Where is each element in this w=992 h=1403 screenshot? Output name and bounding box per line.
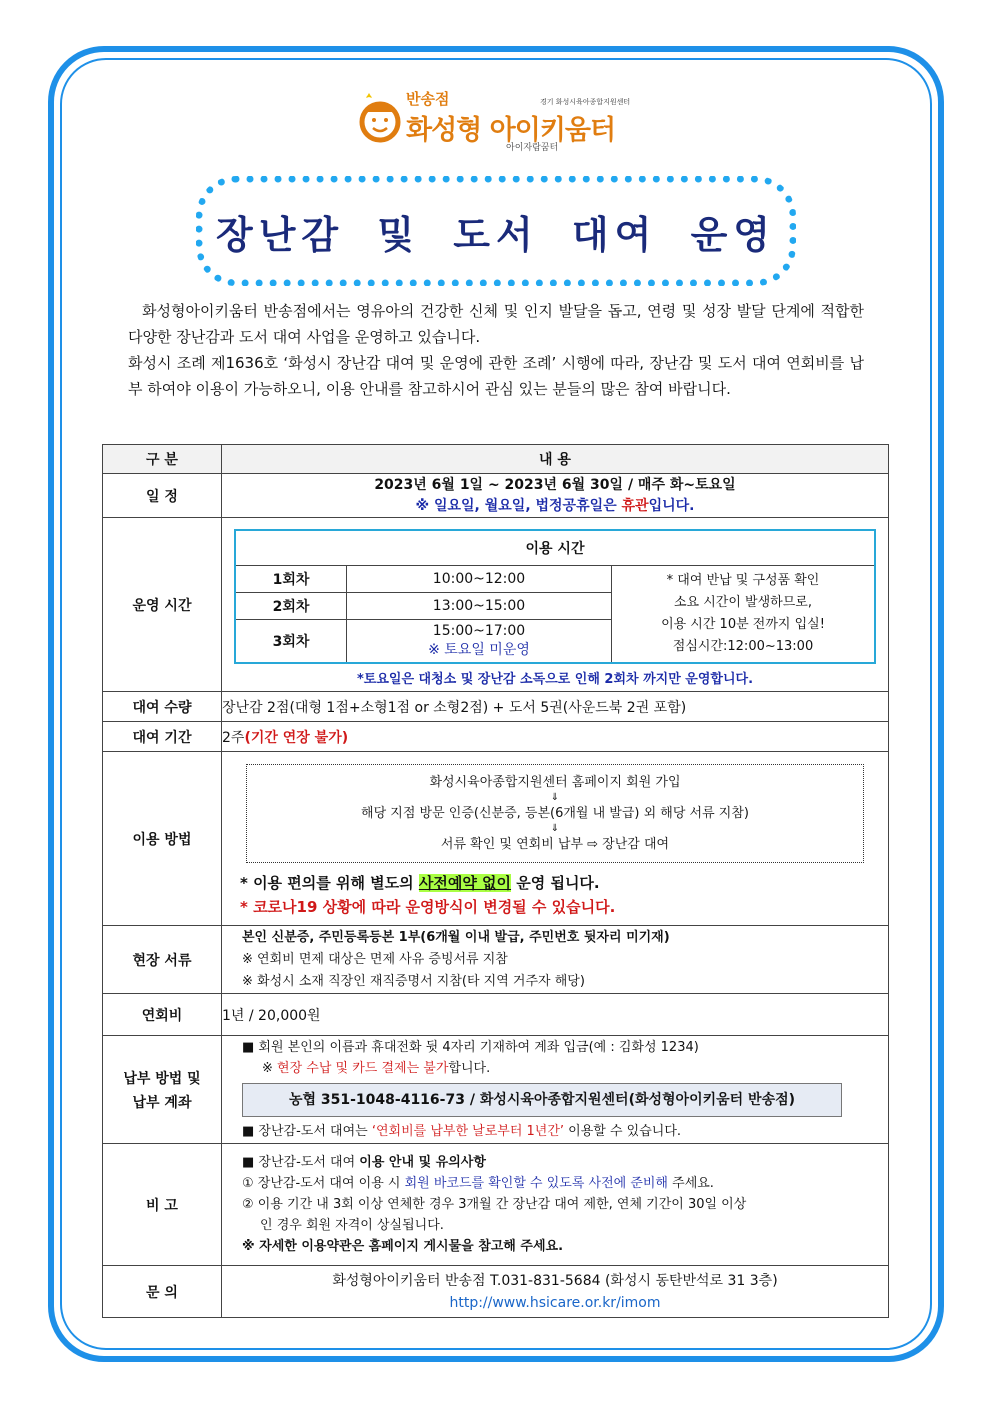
child-face-icon bbox=[356, 92, 404, 148]
row-period bbox=[103, 722, 889, 752]
saturday-note: *토요일은 대청소 및 장난감 소독으로 인해 2회차 까지만 운영합니다. bbox=[356, 671, 754, 687]
schedule-closed-note: ※ 일요일, 월요일, 법정공휴일은 휴관입니다. bbox=[415, 497, 695, 514]
label-period: 대여 기간 bbox=[103, 722, 222, 752]
row-documents bbox=[103, 926, 889, 994]
method-note-reservation: * 이용 편의를 위해 별도의 사전예약 없이 운영 됩니다. bbox=[240, 874, 600, 892]
row-quantity bbox=[103, 692, 889, 722]
session-2-time: 13:00~15:00 bbox=[347, 592, 612, 619]
row-method bbox=[103, 752, 889, 926]
page-title: 장난감 및 도서 대여 운영 bbox=[216, 212, 776, 257]
contact-info: 화성형아이키움터 반송점 T.031-831-5684 (화성시 동탄반석로 31 3층) bbox=[332, 1272, 778, 1289]
logo-org: 경기 화성시육아종합지원센터 bbox=[540, 98, 631, 106]
logo bbox=[356, 86, 656, 156]
label-documents: 현장 서류 bbox=[103, 926, 222, 994]
intro-paragraph-1: 화성형아이키움터 반송점에서는 영유아의 건강한 신체 및 인지 발달을 돕고, 연령 및 성장 발달 단계에 적합한 다양한 장난감과 도서 대여 사업을 운영하고 있습니다. bbox=[128, 302, 864, 346]
account-box: 농협 351-1048-4116-73 / 화성시육아종합지원센터(화성형아이키움터 반송점) bbox=[242, 1083, 842, 1117]
label-contact: 문 의 bbox=[103, 1266, 222, 1318]
method-note-covid: * 코로나19 상황에 따라 운영방식이 변경될 수 있습니다. bbox=[240, 898, 616, 916]
content-fee: 1년 / 20,000원 bbox=[222, 994, 889, 1036]
row-contact bbox=[103, 1266, 889, 1318]
hours-table bbox=[234, 529, 876, 664]
session-1-name: 1회차 bbox=[235, 565, 347, 592]
row-hours bbox=[103, 518, 889, 692]
session-2-name: 2회차 bbox=[235, 592, 347, 619]
hours-notice: * 대여 반납 및 구성품 확인 소요 시간이 발생하므로, 이용 시간 10분 전까지 입실! 점심시간:12:00~13:00 bbox=[612, 565, 876, 663]
info-table bbox=[102, 444, 889, 1318]
method-flow: 화성시육아종합지원센터 홈페이지 회원 가입 ⇓ 해당 지점 방문 인증(신분증, 등본(6개월 내 발급) 외 해당 서류 지참) ⇓ 서류 확인 및 연회비 납부 ⇨ 장난감 대여 bbox=[246, 764, 864, 863]
content-schedule bbox=[222, 474, 889, 518]
row-schedule bbox=[103, 474, 889, 518]
content-method bbox=[222, 752, 889, 926]
content-contact bbox=[222, 1266, 889, 1318]
content-remarks: ■ 장난감-도서 대여 이용 안내 및 유의사항 ① 장난감-도서 대여 이용 시 회원 바코드를 확인할 수 있도록 사전에 준비해 주세요. ② 이용 기간 내 3회 이상 연체한 경우 3개월 간 장난감 대여 제한, 연체 기간이 30일 이상 인 경우 회원 자격이 상실됩니다. ※ 자세한 이용약관은 홈페이지 게시물을 참고해 주세요. bbox=[222, 1144, 889, 1266]
table-header-row bbox=[103, 445, 889, 474]
label-quantity: 대여 수량 bbox=[103, 692, 222, 722]
label-schedule: 일 정 bbox=[103, 474, 222, 518]
intro-paragraph-2: 화성시 조례 제1636호 ‘화성시 장난감 대여 및 운영에 관한 조례’ 시행에 따라, 장난감 및 도서 대여 연회비를 납부 하여야 이용이 가능하오니, 이용 안내를 참고하시어 관심 있는 분들의 많은 참여 바랍니다. bbox=[128, 354, 864, 398]
logo-branch: 반송점 bbox=[406, 90, 450, 108]
session-3-name: 3회차 bbox=[235, 619, 347, 663]
row-payment bbox=[103, 1036, 889, 1144]
session-3-note: ※ 토요일 미운영 bbox=[428, 641, 530, 658]
session-3-time: 15:00~17:00 ※ 토요일 미운영 bbox=[347, 619, 612, 663]
label-remarks: 비 고 bbox=[103, 1144, 222, 1266]
content-period: 2주(기간 연장 불가) bbox=[222, 722, 889, 752]
content-documents: 본인 신분증, 주민등록등본 1부(6개월 이내 발급, 주민번호 뒷자리 미기재) ※ 연회비 면제 대상은 면제 사유 증빙서류 지참 ※ 화성시 소재 직장인 재직증명서 지참(타 지역 거주자 해당) bbox=[222, 926, 889, 994]
label-hours: 운영 시간 bbox=[103, 518, 222, 692]
hours-table-title: 이용 시간 bbox=[235, 530, 875, 566]
schedule-dates: 2023년 6월 1일 ~ 2023년 6월 30일 / 매주 화~토요일 bbox=[374, 476, 736, 493]
row-fee bbox=[103, 994, 889, 1036]
intro-text bbox=[128, 298, 864, 402]
content-hours bbox=[222, 518, 889, 692]
logo-tagline: 아이자람꿈터 bbox=[506, 143, 559, 153]
logo-name: 화성형 아이키움터 bbox=[406, 115, 616, 146]
label-method: 이용 방법 bbox=[103, 752, 222, 926]
content-payment: ■ 회원 본인의 이름과 휴대전화 뒷 4자리 기재하여 계좌 입금(예 : 김화성 1234) ※ 현장 수납 및 카드 결제는 불가합니다. 농협 351-1048-4116-73 / 화성시육아종합지원센터(화성형아이키움터 반송점) ■ 장난감-도서 대여는 ‘연회비를 납부한 날로부터 1년간’ 이용할 수 있습니다. bbox=[222, 1036, 889, 1144]
contact-url[interactable]: http://www.hsicare.or.kr/imom bbox=[449, 1294, 661, 1311]
label-fee: 연회비 bbox=[103, 994, 222, 1036]
content-quantity: 장난감 2점(대형 1점+소형1점 or 소형2점) + 도서 5권(사운드북 2권 포함) bbox=[222, 692, 889, 722]
label-payment: 납부 방법 및 납부 계좌 bbox=[103, 1036, 222, 1144]
session-1-time: 10:00~12:00 bbox=[347, 565, 612, 592]
header-content: 내 용 bbox=[222, 445, 889, 474]
row-remarks bbox=[103, 1144, 889, 1266]
header-category: 구 분 bbox=[103, 445, 222, 474]
title-box bbox=[196, 176, 796, 286]
